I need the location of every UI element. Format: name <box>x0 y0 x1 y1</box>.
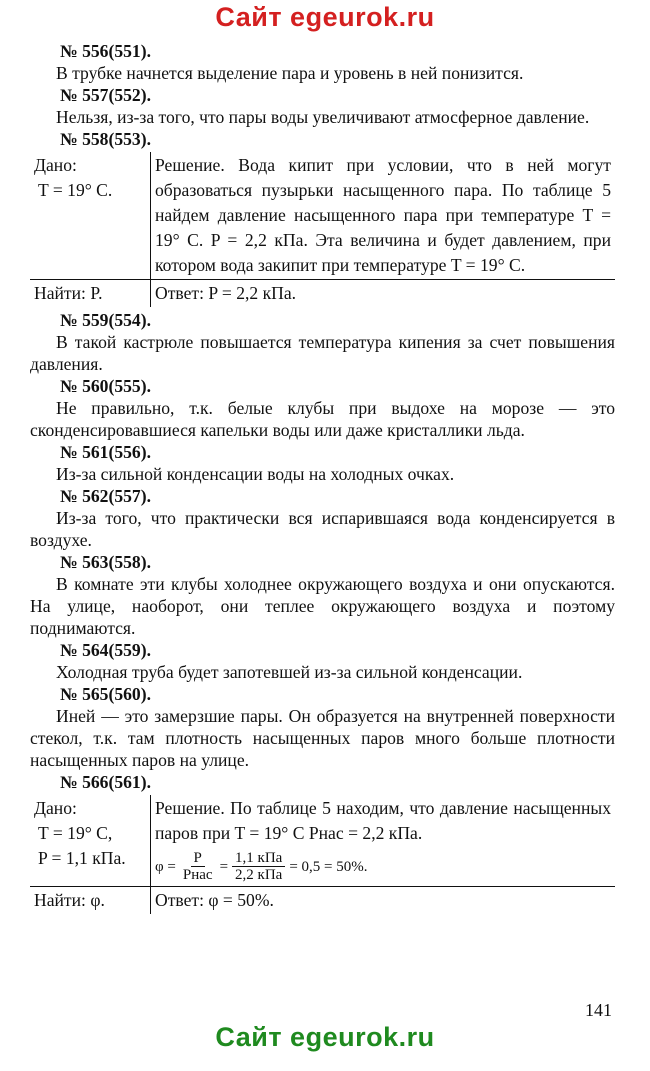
formula-lhs: φ = <box>155 858 176 875</box>
page-content <box>30 40 615 916</box>
task-answer-text: В такой кастрюле повышается температура кипения за счет повышения давления. <box>30 332 615 374</box>
task-number: № 559(554). <box>60 310 151 330</box>
solution-cell: Решение. Вода кипит при условии, что в ней могут образоваться пузырьки насыщенного пара. По таблице 5 найдем давление насыщенного пара при температуре T = 19° C. P = 2,2 кПа. Эта величина и будет давлением, при котором вода закипит при температуре T = 19° C. <box>155 155 611 275</box>
solution-text: Решение. По таблице 5 находим, что давление насыщенных паров при T = 19° C Pнас = 2,2 кПа. <box>155 798 611 843</box>
answer-cell: Ответ: φ = 50%. <box>151 887 616 915</box>
given-cell <box>30 795 151 887</box>
task-answer-text: Из-за сильной конденсации воды на холодных очках. <box>56 464 455 484</box>
task-number: № 560(555). <box>60 376 151 396</box>
task-number: № 557(552). <box>60 85 151 105</box>
find-cell: Найти: P. <box>30 280 151 308</box>
task-number: № 564(559). <box>60 640 151 660</box>
task-number: № 562(557). <box>60 486 151 506</box>
given-cell <box>30 152 151 280</box>
answer-cell: Ответ: P = 2,2 кПа. <box>151 280 616 308</box>
fraction-denominator: Pнас <box>182 867 213 883</box>
fraction-numeric <box>232 850 285 883</box>
fraction-numerator: 1,1 кПа <box>232 850 285 867</box>
task-answer-text: Нельзя, из-за того, что пары воды увеличивают атмосферное давление. <box>56 107 590 127</box>
given-value: T = 19° C, <box>38 823 113 843</box>
task-number: № 566(561). <box>60 772 151 792</box>
equals-sign: = <box>219 858 229 875</box>
relative-humidity-formula <box>155 846 611 885</box>
task-number: № 556(551). <box>60 41 151 61</box>
fraction-denominator: 2,2 кПа <box>235 867 283 883</box>
given-value: P = 1,1 кПа. <box>38 848 126 868</box>
fraction-numerator: P <box>191 850 205 867</box>
find-cell: Найти: φ. <box>30 887 151 915</box>
task-number: № 561(556). <box>60 442 151 462</box>
fraction-symbolic <box>180 850 216 883</box>
site-banner-top: Сайт egeurok.ru <box>215 2 435 32</box>
solution-table <box>30 795 615 914</box>
task-answer-text: Холодная труба будет запотевшей из-за сильной конденсации. <box>56 662 523 682</box>
task-number: № 563(558). <box>60 552 151 572</box>
site-banner-bottom: Сайт egeurok.ru <box>215 1022 435 1052</box>
given-label: Дано: <box>34 798 77 818</box>
task-answer-text: В трубке начнется выделение пара и уровень в ней понизится. <box>56 63 524 83</box>
formula-result: = 0,5 = 50%. <box>289 858 368 875</box>
given-label: Дано: <box>34 155 77 175</box>
task-answer-text: Иней — это замерзшие пары. Он образуется на внутренней поверхности стекол, т.к. там плотность насыщенных паров много больше плотности насыщенных паров на улице. <box>30 706 615 770</box>
solution-cell <box>151 795 616 887</box>
task-answer-text: Не правильно, т.к. белые клубы при выдохе на морозе — это сконденсировавшиеся капельки воды или даже кристаллики льда. <box>30 398 615 440</box>
task-answer-text: В комнате эти клубы холоднее окружающего воздуха и они опускаются. На улице, наоборот, они теплее окружающего воздуха и поэтому поднимаются. <box>30 574 615 638</box>
task-number: № 558(553). <box>60 129 151 149</box>
task-number: № 565(560). <box>60 684 151 704</box>
given-value: T = 19° C. <box>38 180 113 200</box>
task-answer-text: Из-за того, что практически вся испарившаяся вода конденсируется в воздухе. <box>30 508 615 550</box>
page-number: 141 <box>585 1000 612 1020</box>
solution-table <box>30 152 615 307</box>
